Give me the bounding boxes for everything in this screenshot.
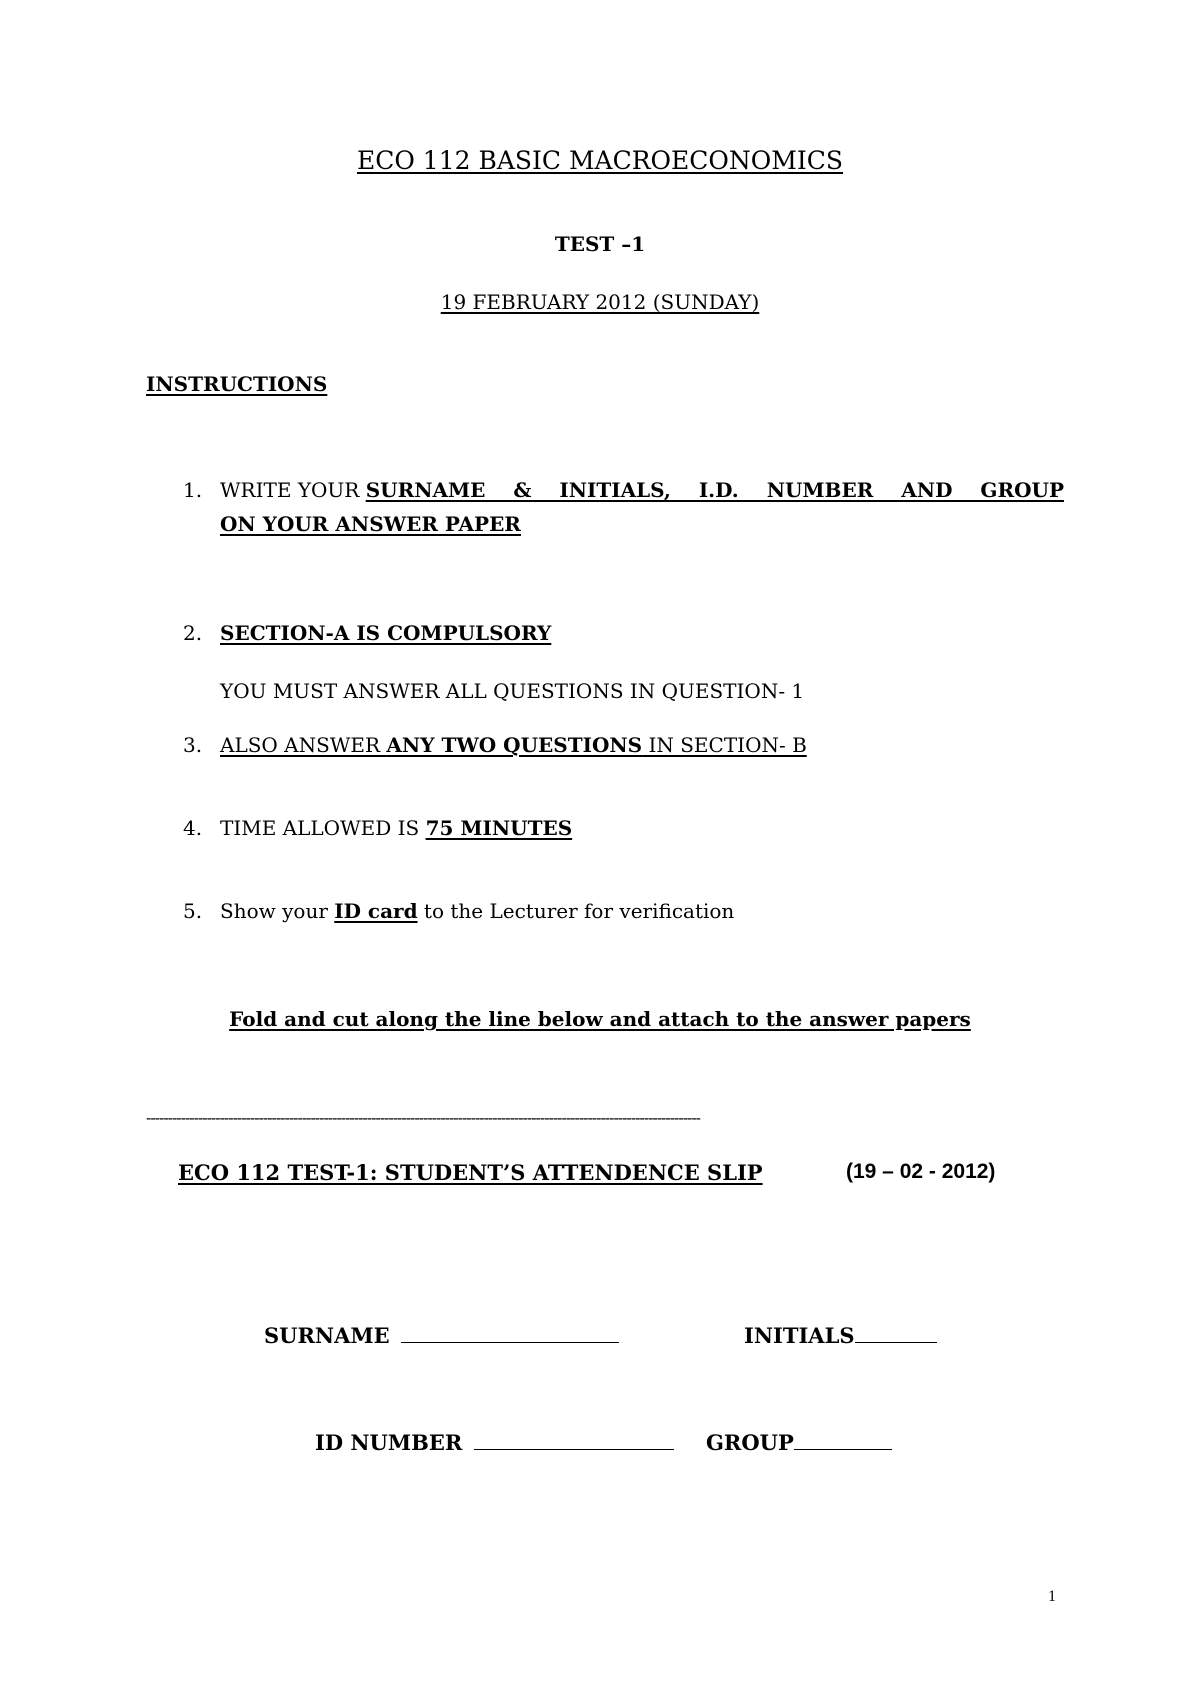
instruction-item-1-line2: ON YOUR ANSWER PAPER [220,512,521,536]
fold-instruction: Fold and cut along the line below and attach to the answer papers [229,1007,971,1031]
item-text-emphasis: ANY TWO QUESTIONS [386,733,643,757]
item-text-emphasis: SECTION-A IS COMPULSORY [220,621,552,645]
item-text-plain: Show your [220,899,335,923]
group-label: GROUP [706,1430,794,1455]
group-blank[interactable] [794,1429,892,1450]
group-field[interactable] [706,1429,892,1455]
item-text-emphasis: SURNAME & INITIALS, I.D. NUMBER AND GROUP [365,478,1064,502]
item-number: 2. [183,621,203,645]
item-text-plain: IN SECTION- B [642,733,807,757]
surname-blank[interactable] [401,1322,619,1343]
attendance-slip-title: ECO 112 TEST-1: STUDENT’S ATTENDENCE SLIP [178,1160,763,1185]
id-number-blank[interactable] [474,1429,674,1450]
item-text [220,899,734,923]
instruction-item-2-subtext: YOU MUST ANSWER ALL QUESTIONS IN QUESTION- 1 [220,679,805,703]
item-number: 4. [183,816,203,840]
id-number-field[interactable] [315,1429,674,1455]
item-text-plain: to the Lecturer for verification [417,899,735,923]
item-text-plain: WRITE YOUR [220,478,366,502]
item-text [220,733,807,757]
item-number: 5. [183,899,203,923]
item-text-plain: TIME ALLOWED IS [220,816,426,840]
test-number: TEST –1 [554,232,646,256]
initials-label: INITIALS [744,1323,855,1348]
initials-blank[interactable] [855,1322,937,1343]
test-date: 19 FEBRUARY 2012 (SUNDAY) [440,290,760,314]
item-text-plain: ALSO ANSWER [220,733,387,757]
course-title: ECO 112 BASIC MACROECONOMICS [356,146,844,175]
surname-field[interactable] [264,1322,619,1348]
item-text-emphasis: 75 MINUTES [425,816,573,840]
attendance-slip-date: (19 – 02 - 2012) [846,1160,996,1183]
cut-line: -------------------------------------------------------------------------------------------------------------------------------- [146,1110,700,1127]
instructions-heading: INSTRUCTIONS [146,372,328,396]
page-number: 1 [1048,1588,1056,1605]
id-number-label: ID NUMBER [315,1430,463,1455]
item-number: 1. [183,478,203,502]
item-text-emphasis: ID card [334,899,418,923]
initials-field[interactable] [744,1322,937,1348]
item-text [220,816,572,840]
item-number: 3. [183,733,203,757]
item-text [220,478,1064,502]
surname-label: SURNAME [264,1323,390,1348]
